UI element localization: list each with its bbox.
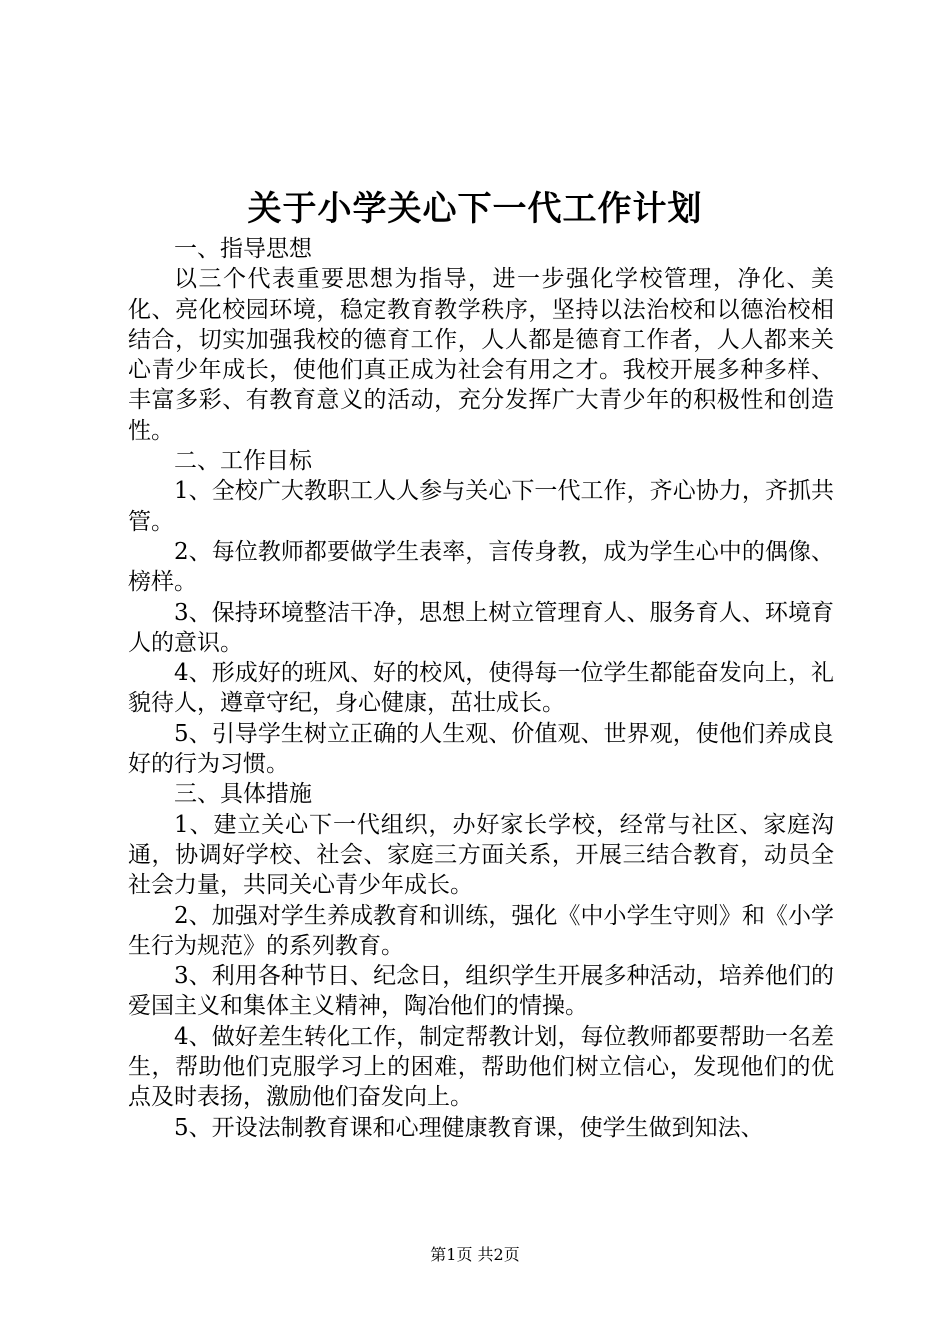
document-body xyxy=(128,234,834,1143)
paragraph: 4、形成好的班风、好的校风，使得每一位学生都能奋发向上，礼貌待人，遵章守纪，身心健康，茁壮成长。 xyxy=(128,660,834,717)
paragraph: 3、保持环境整洁干净，思想上树立管理育人、服务育人、环境育人的意识。 xyxy=(128,599,834,656)
paragraph: 2、加强对学生养成教育和训练，强化《中小学生守则》和《小学生行为规范》的系列教育。 xyxy=(128,902,834,959)
paragraph: 2、每位教师都要做学生表率，言传身教，成为学生心中的偶像、榜样。 xyxy=(128,538,834,596)
paragraph: 5、引导学生树立正确的人生观、价值观、世界观，使他们养成良好的行为习惯。 xyxy=(128,720,834,778)
paragraph: 1、建立关心下一代组织，办好家长学校，经常与社区、家庭沟通，协调好学校、社会、家庭三方面关系，开展三结合教育，动员全社会力量，共同关心青少年成长。 xyxy=(128,811,834,899)
paragraph: 5、开设法制教育课和心理健康教育课，使学生做到知法、 xyxy=(174,1114,764,1141)
section-heading: 三、具体措施 xyxy=(174,781,312,808)
paragraph: 3、利用各种节日、纪念日，组织学生开展多种活动，培养他们的爱国主义和集体主义精神，陶冶他们的情操。 xyxy=(128,963,834,1020)
section-heading: 二、工作目标 xyxy=(174,448,312,475)
paragraph: 以三个代表重要思想为指导，进一步强化学校管理，净化、美化、亮化校园环境，稳定教育教学秩序，坚持以法治校和以德治校相结合，切实加强我校的德育工作，人人都是德育工作者，人人都来关心青少年成长，使他们真正成为社会有用之才。我校开展多种多样、丰富多彩、有教育意义的活动，充分发挥广大青少年的积极性和创造性。 xyxy=(128,266,834,444)
document-title: 关于小学关心下一代工作计划 xyxy=(247,189,703,229)
page-footer: 第1页 共2页 xyxy=(430,1245,520,1264)
paragraph: 1、全校广大教职工人人参与关心下一代工作，齐心协力，齐抓共管。 xyxy=(128,478,834,535)
section-heading: 一、指导思想 xyxy=(174,236,312,262)
paragraph: 4、做好差生转化工作，制定帮教计划，每位教师都要帮助一名差生，帮助他们克服学习上的困难，帮助他们树立信心，发现他们的优点及时表扬，激励他们奋发向上。 xyxy=(128,1023,834,1111)
